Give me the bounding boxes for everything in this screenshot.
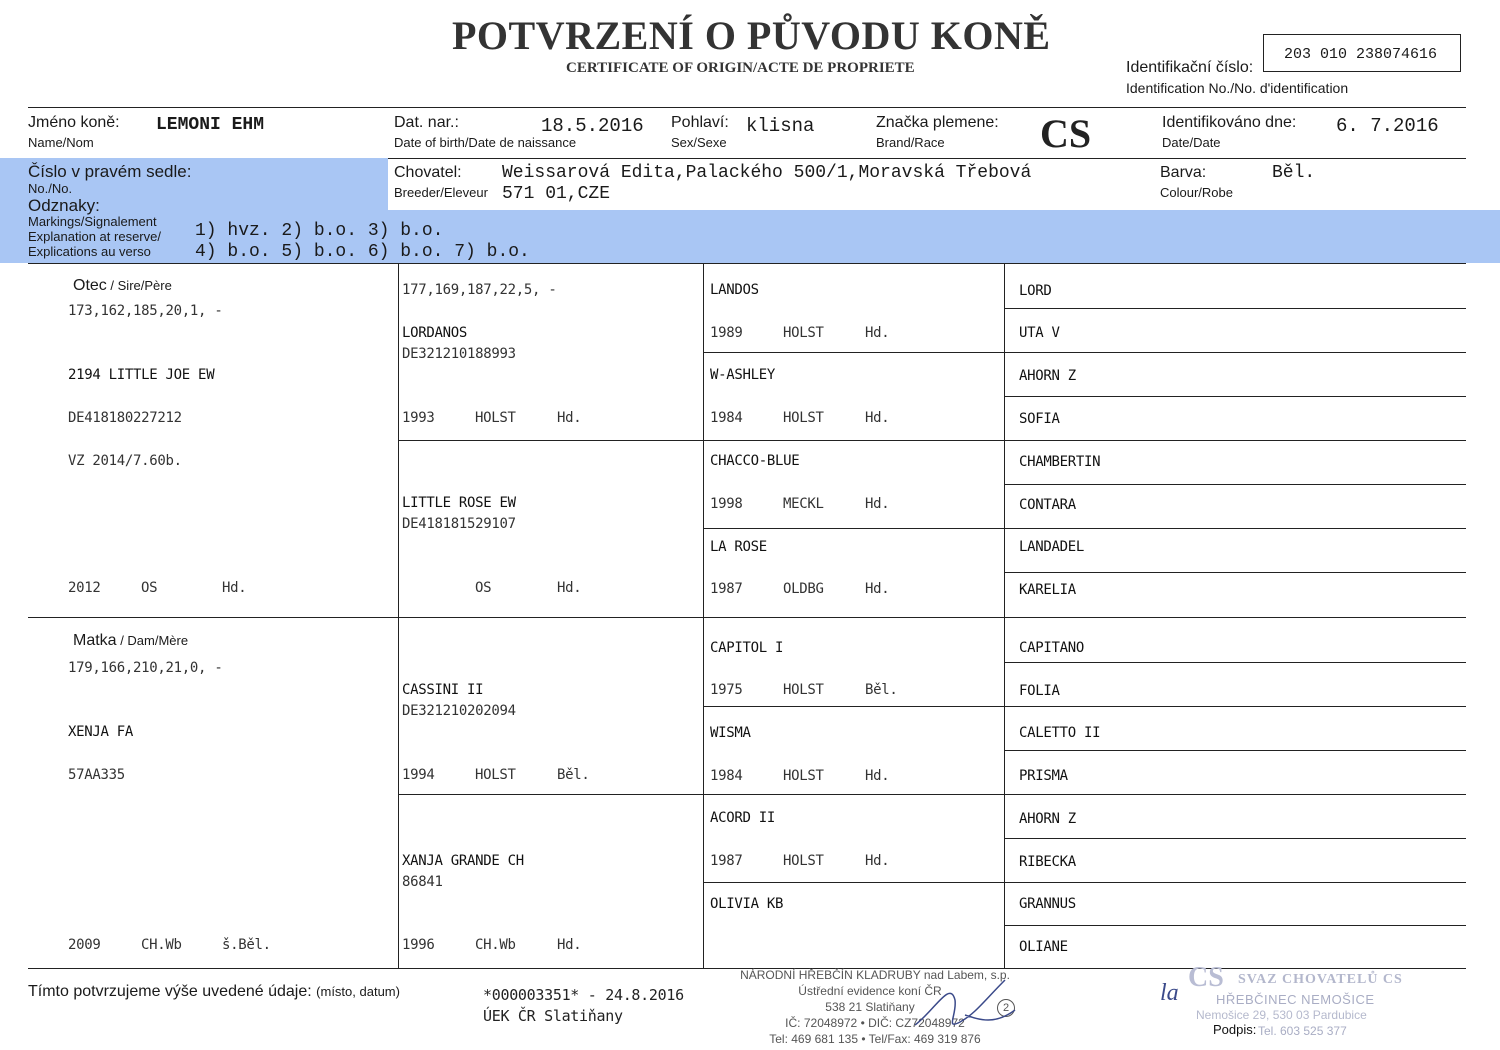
gen3-divider-3	[703, 706, 1466, 707]
gen3-year: 1987	[710, 581, 743, 597]
signature-scribble-icon	[905, 970, 1025, 1040]
pedigree-col-1	[398, 263, 399, 968]
identified-label: Identifikováno dne:	[1162, 114, 1297, 131]
dam-code: 179,166,210,21,0, -	[68, 660, 223, 676]
breeder-line-2: 571 01,CZE	[502, 184, 611, 204]
gen4-divider-8	[1004, 925, 1466, 926]
gen3-breed: HOLST	[783, 853, 824, 869]
breeders-union-line-1: SVAZ CHOVATELŮ CS	[1238, 972, 1403, 987]
markings-sub-1: Markings/Signalement	[28, 214, 157, 229]
dob-sub: Date of birth/Date de naissance	[394, 135, 577, 150]
gen4-name: PRISMA	[1019, 768, 1068, 784]
sex-value: klisna	[746, 115, 815, 137]
gen3-name: CAPITOL I	[710, 640, 784, 656]
gen2-breed: CH.Wb	[475, 937, 516, 953]
gen4-name: CAPITANO	[1019, 640, 1085, 656]
dam-year: 2009	[68, 937, 101, 953]
gen2-name: LITTLE ROSE EW	[402, 495, 516, 511]
gen3-colour: Hd.	[865, 496, 890, 512]
gen2-colour: Hd.	[557, 580, 582, 596]
breeder-label: Chovatel:	[394, 164, 462, 181]
gen3-year: 1987	[710, 853, 743, 869]
stamp-line-5: Tel: 469 681 135 • Tel/Fax: 469 319 876	[769, 1032, 981, 1046]
gen2-reg: 86841	[402, 874, 443, 890]
dob-label: Dat. nar.:	[394, 114, 459, 131]
official-stamp	[725, 968, 1025, 1048]
stamp-line-2: Ústřední evidence koní ČR	[798, 984, 942, 998]
markings-line-1: 1) hvz. 2) b.o. 3) b.o.	[195, 221, 444, 241]
breeders-union-line-2: HŘEBČINEC NEMOŠICE	[1216, 992, 1375, 1007]
identified-value: 6. 7.2016	[1336, 115, 1439, 137]
gen2-code: 177,169,187,22,5, -	[402, 282, 557, 298]
sire-breed: OS	[141, 580, 158, 596]
colour-label: Barva:	[1160, 164, 1207, 181]
gen3-breed: HOLST	[783, 768, 824, 784]
dam-label-main: Matka	[73, 632, 117, 649]
gen3-name: W-ASHLEY	[710, 367, 776, 383]
sire-code: 173,162,185,20,1, -	[68, 303, 223, 319]
gen2-name: CASSINI II	[402, 682, 484, 698]
sire-note: VZ 2014/7.60b.	[68, 453, 182, 469]
sire-label-main: Otec	[73, 277, 107, 294]
confirmation-sub: (místo, datum)	[316, 984, 400, 999]
gen2-divider-2	[398, 794, 1466, 795]
stamp-circle-number: 2	[997, 999, 1015, 1017]
breeders-union-logo: CS	[1188, 962, 1224, 993]
gen3-breed: HOLST	[783, 325, 824, 341]
gen2-year: 1993	[402, 410, 435, 426]
breeder-line-1: Weissarová Edita,Palackého 500/1,Moravská Třebová	[502, 163, 1032, 183]
colour-sub: Colour/Robe	[1160, 185, 1233, 200]
gen4-name: LORD	[1019, 283, 1052, 299]
sex-sub: Sex/Sexe	[671, 135, 727, 150]
gen3-colour: Hd.	[865, 410, 890, 426]
gen2-breed: HOLST	[475, 410, 516, 426]
sire-reg: DE418180227212	[68, 410, 182, 426]
gen3-colour: Hd.	[865, 581, 890, 597]
breeder-sub: Breeder/Eleveur	[394, 185, 488, 200]
gen4-divider-3	[1004, 484, 1466, 485]
saddle-label: Číslo v pravém sedle:	[28, 162, 192, 181]
gen2-reg: DE418181529107	[402, 516, 516, 532]
id-number-box	[1263, 34, 1461, 72]
gen3-name: LA ROSE	[710, 539, 767, 555]
identified-sub: Date/Date	[1162, 135, 1221, 150]
gen4-divider-2	[1004, 396, 1466, 397]
issuing-office: ÚEK ČR Slatiňany	[483, 1007, 623, 1025]
id-number: 203 010 238074616	[1284, 46, 1438, 63]
gen3-year: 1984	[710, 768, 743, 784]
breeders-union-line-4: Tel. 603 525 377	[1258, 1024, 1347, 1038]
gen4-name: RIBECKA	[1019, 854, 1076, 870]
sire-colour: Hd.	[222, 580, 247, 596]
markings-line-2: 4) b.o. 5) b.o. 6) b.o. 7) b.o.	[195, 242, 530, 262]
gen2-divider-1	[398, 440, 1466, 441]
pedigree-sire-dam-divider	[28, 617, 1466, 618]
podpis-label: Podpis:	[1213, 1022, 1257, 1037]
breeders-union-stamp	[1160, 962, 1460, 1047]
breeders-union-line-3: Nemošice 29, 530 03 Pardubice	[1196, 1008, 1367, 1022]
gen4-name: KARELIA	[1019, 582, 1076, 598]
gen4-name: AHORN Z	[1019, 368, 1076, 384]
sire-year: 2012	[68, 580, 101, 596]
brand-label: Značka plemene:	[876, 114, 999, 131]
gen4-name: FOLIA	[1019, 683, 1060, 699]
stamp-line-3: 538 21 Slatiňany	[825, 1000, 915, 1014]
gen3-divider-1	[703, 352, 1466, 353]
gen4-divider-7	[1004, 838, 1466, 839]
sire-label	[73, 277, 172, 295]
stamp-line-4: IČ: 72048972 • DIČ: CZ72048972	[785, 1016, 965, 1030]
gen4-name: LANDADEL	[1019, 539, 1085, 555]
confirmation-text: Tímto potvrzujeme výše uvedené údaje:	[28, 983, 312, 1000]
gen4-divider-1	[1004, 308, 1466, 309]
gen3-colour: Běl.	[865, 682, 898, 698]
gen2-colour: Hd.	[557, 410, 582, 426]
sire-label-sub: / Sire/Père	[106, 278, 172, 293]
gen3-breed: HOLST	[783, 410, 824, 426]
gen4-name: CONTARA	[1019, 497, 1076, 513]
dam-name: XENJA FA	[68, 724, 134, 740]
gen4-name: GRANNUS	[1019, 896, 1076, 912]
horse-name-sub: Name/Nom	[28, 135, 94, 150]
colour-value: Běl.	[1272, 163, 1316, 183]
document-subtitle: CERTIFICATE OF ORIGIN/ACTE DE PROPRIETE	[566, 60, 915, 76]
gen4-name: UTA V	[1019, 325, 1060, 341]
horse-name: LEMONI EHM	[156, 115, 265, 135]
gen3-colour: Hd.	[865, 768, 890, 784]
gen3-name: CHACCO-BLUE	[710, 453, 800, 469]
gen3-breed: OLDBG	[783, 581, 824, 597]
dam-label-sub: / Dam/Mère	[116, 633, 189, 648]
gen2-year: 1996	[402, 937, 435, 953]
band-bottom-line	[28, 263, 1466, 264]
gen3-year: 1975	[710, 682, 743, 698]
document-title: POTVRZENÍ O PŮVODU KONĚ	[452, 13, 1051, 58]
markings-label: Odznaky:	[28, 196, 100, 215]
gen3-year: 1984	[710, 410, 743, 426]
pedigree-col-3	[1004, 263, 1005, 968]
gen4-name: SOFIA	[1019, 411, 1060, 427]
dam-colour: š.Běl.	[222, 937, 271, 953]
sire-name: 2194 LITTLE JOE EW	[68, 367, 215, 383]
signature-initials: la	[1160, 980, 1179, 1006]
dam-reg: 57AA335	[68, 767, 125, 783]
gen3-name: LANDOS	[710, 282, 759, 298]
gen2-name: LORDANOS	[402, 325, 468, 341]
gen2-breed: HOLST	[475, 767, 516, 783]
header-divider	[28, 107, 1466, 108]
gen4-name: OLIANE	[1019, 939, 1068, 955]
gen2-reg: DE321210188993	[402, 346, 516, 362]
gen4-name: CHAMBERTIN	[1019, 454, 1101, 470]
gen3-name: ACORD II	[710, 810, 776, 826]
gen2-colour: Hd.	[557, 937, 582, 953]
document-number: *000003351* - 24.8.2016	[483, 986, 684, 1004]
dam-label	[73, 632, 188, 650]
id-label: Identifikační číslo:	[1126, 59, 1254, 76]
id-label-sub: Identification No./No. d'identification	[1126, 80, 1349, 96]
gen3-breed: HOLST	[783, 682, 824, 698]
gen4-divider-4	[1004, 572, 1466, 573]
gen2-reg: DE321210202094	[402, 703, 516, 719]
stamp-line-1: NÁRODNÍ HŘEBČÍN KLADRUBY nad Labem, s.p.	[740, 968, 1010, 982]
gen4-divider-5	[1004, 662, 1466, 663]
confirmation-label	[28, 983, 400, 1001]
gen3-year: 1998	[710, 496, 743, 512]
gen4-name: CALETTO II	[1019, 725, 1101, 741]
gen2-colour: Běl.	[557, 767, 590, 783]
row1-divider	[388, 158, 1466, 159]
gen4-divider-6	[1004, 750, 1466, 751]
markings-sub-2: Explanation at reserve/	[28, 229, 161, 244]
gen2-breed: OS	[475, 580, 492, 596]
sex-label: Pohlaví:	[671, 114, 729, 131]
gen4-name: AHORN Z	[1019, 811, 1076, 827]
dam-breed: CH.Wb	[141, 937, 182, 953]
brand-sub: Brand/Race	[876, 135, 945, 150]
gen3-year: 1989	[710, 325, 743, 341]
gen3-name: OLIVIA KB	[710, 896, 784, 912]
dob-value: 18.5.2016	[541, 115, 644, 137]
brand-mark: CS	[1040, 111, 1092, 156]
highlight-band-right	[388, 210, 1500, 263]
gen2-name: XANJA GRANDE CH	[402, 853, 524, 869]
gen3-colour: Hd.	[865, 325, 890, 341]
gen3-divider-4	[703, 882, 1466, 883]
gen3-colour: Hd.	[865, 853, 890, 869]
pedigree-col-2	[703, 263, 704, 968]
markings-sub-3: Explications au verso	[28, 244, 151, 259]
gen2-year: 1994	[402, 767, 435, 783]
saddle-sub: No./No.	[28, 181, 73, 196]
gen3-name: WISMA	[710, 725, 751, 741]
gen3-breed: MECKL	[783, 496, 824, 512]
gen3-divider-2	[703, 528, 1466, 529]
horse-name-label: Jméno koně:	[28, 114, 120, 131]
